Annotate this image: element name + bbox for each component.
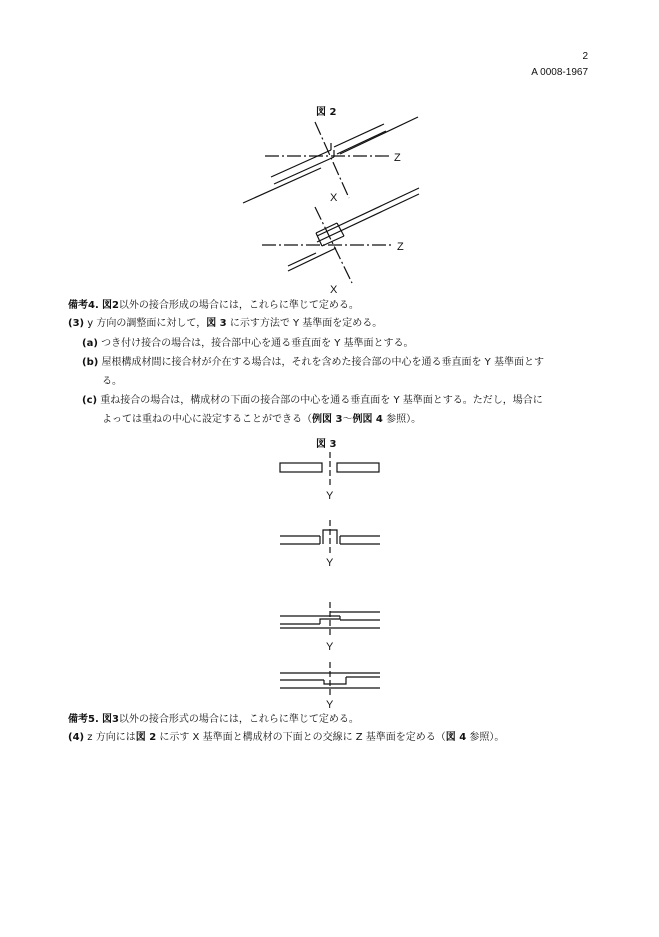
figure-3-y-label-4: Y (326, 699, 334, 711)
figure-2-x-label-lower: X (330, 284, 338, 296)
item-3c-ref-2: 例図 4 (352, 414, 383, 425)
item-4-number: (4) (68, 732, 85, 743)
figure-3-lap-joint-2 (280, 662, 380, 697)
figure-3-y-label-3: Y (326, 641, 334, 653)
figure-3-butt-joint (280, 452, 379, 486)
item-3c-tilde: 〜 (342, 414, 353, 425)
note-5 (68, 712, 359, 727)
note-5-text: 以外の接合形式の場合には，これらに準じて定める。 (118, 714, 359, 725)
item-3b-text-1: 屋根構成材間に接合材が介在する場合は，それを含めた接合部の中心を通る垂直面を Y 基準面とす (101, 357, 544, 368)
figure-3-joint-with-filler (280, 520, 380, 554)
item-3c (82, 393, 543, 408)
item-4-text-b: に示す X 基準面と構成材の下面との交線に Z 基準面を定める（ (156, 732, 446, 743)
item-3c-text-2a: よっては重ねの中心に設定することができる（ (102, 414, 312, 425)
item-4-text-a: z 方向には (87, 732, 136, 743)
figure-2-upper-joint (243, 117, 418, 203)
note-4 (68, 298, 359, 313)
item-3c-text-2b: 参照）。 (382, 414, 422, 425)
item-4-text-c: 参照）。 (466, 732, 505, 743)
item-3-text-b: に示す方法で Y 基準面を定める。 (226, 318, 383, 329)
figure-2-z-label-upper: Z (394, 152, 401, 164)
figure-3-y-label-2: Y (326, 557, 334, 569)
item-3c-ref-1: 例図 3 (312, 414, 343, 425)
figure-2-lower-joint (262, 188, 419, 283)
figure-2-z-label-lower: Z (397, 241, 404, 253)
item-3b-text-2: る。 (102, 376, 122, 387)
figure-3-caption: 図 3 (316, 439, 337, 450)
item-4-ref-2: 図 4 (445, 732, 467, 743)
item-4 (68, 730, 504, 745)
figure-3-lap-joint-1 (280, 602, 380, 638)
note-4-text: 以外の接合形成の場合には，これらに準じて定める。 (118, 300, 359, 311)
page-number: 2 (582, 51, 588, 62)
note-4-figure-ref: 図2 (101, 300, 119, 311)
item-3b (82, 355, 544, 370)
item-3a-label: (a) (82, 338, 98, 349)
standard-number: A 0008-1967 (531, 67, 588, 78)
item-3c-line-2 (102, 412, 421, 427)
item-3c-text-1: 重ね接合の場合は，構成材の下面の接合部の中心を通る垂直面を Y 基準面とする。ただし，場合に (100, 395, 543, 406)
item-3b-label: (b) (82, 357, 99, 368)
note-4-label: 備考4. (68, 300, 99, 311)
item-3a-text: つき付け接合の場合は，接合部中心を通る垂直面を Y 基準面とする。 (101, 338, 414, 349)
item-3-text-a: y 方向の調整面に対して， (87, 318, 207, 329)
note-5-figure-ref: 図3 (101, 714, 119, 725)
figure-2-caption: 図 2 (316, 107, 337, 118)
item-3c-label: (c) (82, 395, 98, 406)
note-5-label: 備考5. (68, 714, 99, 725)
item-4-ref-1: 図 2 (135, 732, 157, 743)
item-3a (82, 336, 414, 351)
figure-2-x-label-upper: X (330, 192, 338, 204)
item-3-number: (3) (68, 318, 85, 329)
item-3-figure-ref: 図 3 (206, 318, 227, 329)
item-3 (68, 316, 382, 331)
figure-3-y-label-1: Y (326, 490, 334, 502)
